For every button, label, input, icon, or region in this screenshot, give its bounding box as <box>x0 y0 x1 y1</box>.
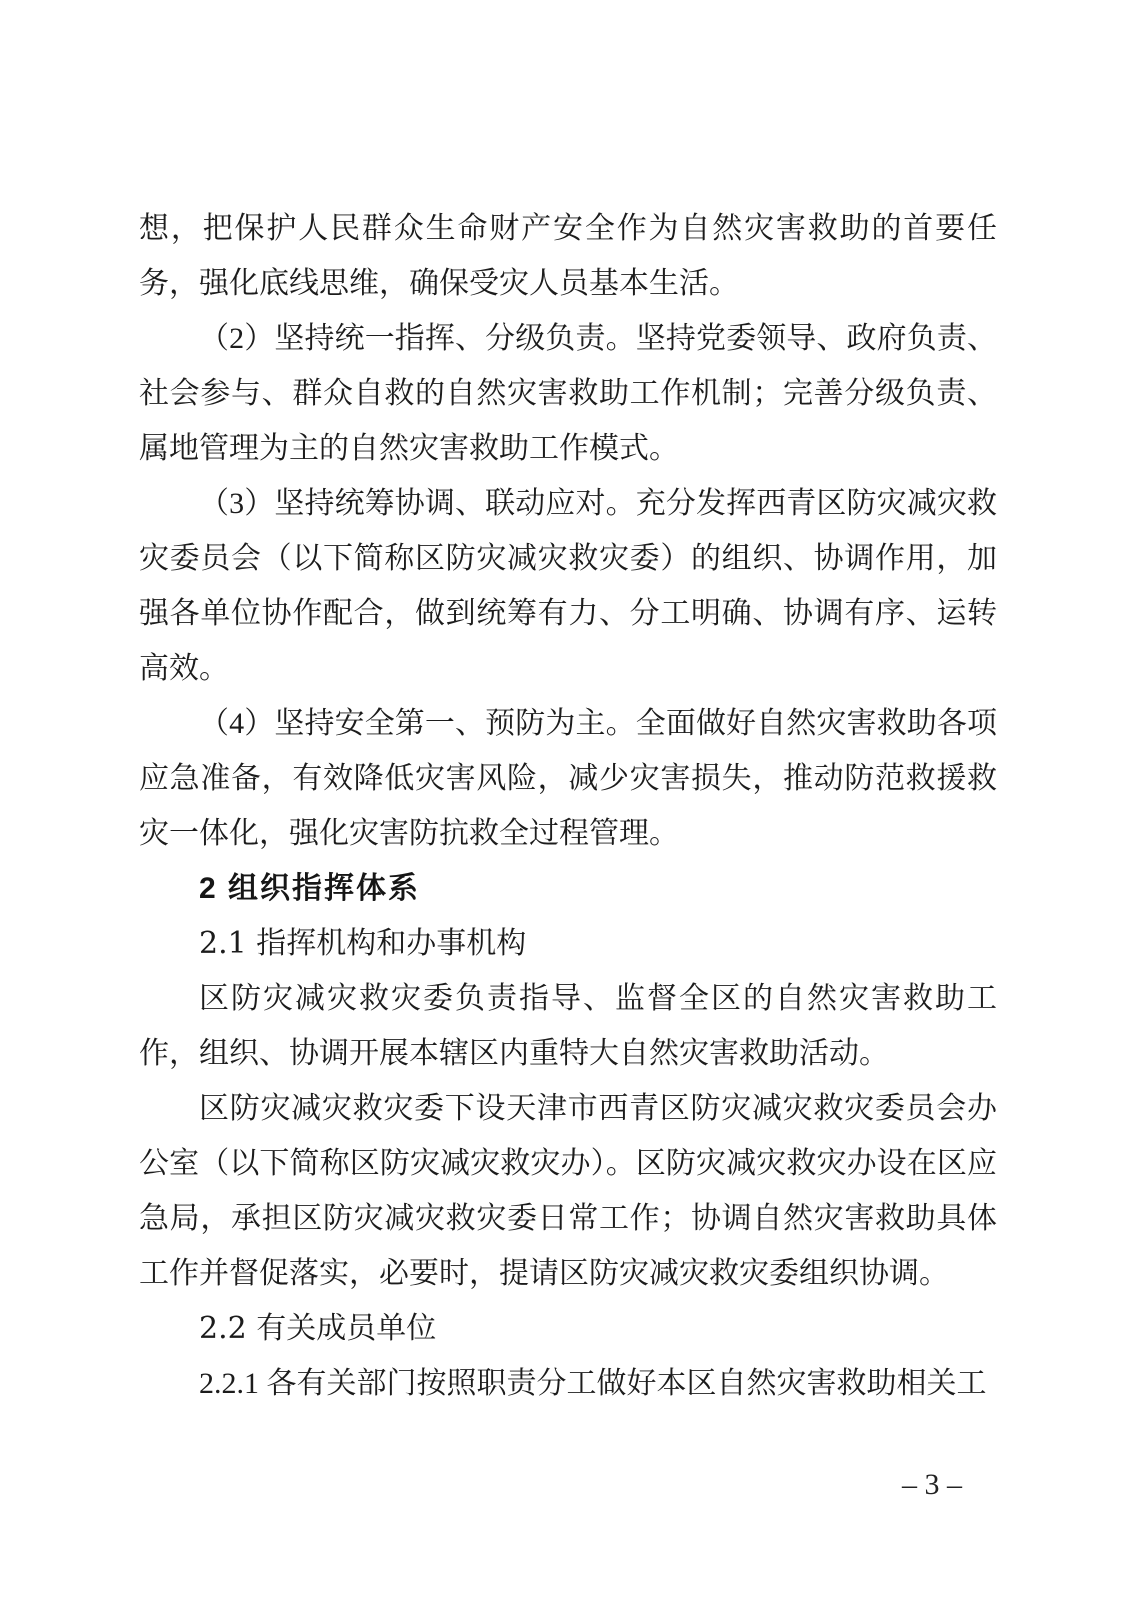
subsection-heading-2-1: 2.1 指挥机构和办事机构 <box>199 926 527 961</box>
document-body <box>139 201 997 1411</box>
paragraph-principle-3: （3）坚持统筹协调、联动应对。充分发挥西青区防灾减灾救灾委员会（以下简称区防灾减灾救灾委）的组织、协调作用，加强各单位协作配合，做到统筹有力、分工明确、协调有序、运转高效。 <box>139 487 997 685</box>
paragraph-principle-2: （2）坚持统一指挥、分级负责。坚持党委领导、政府负责、社会参与、群众自救的自然灾害救助工作机制；完善分级负责、属地管理为主的自然灾害救助工作模式。 <box>139 322 997 465</box>
paragraph-continuation: 想，把保护人民群众生命财产安全作为自然灾害救助的首要任务，强化底线思维，确保受灾人员基本生活。 <box>139 212 997 300</box>
paragraph-office-setup: 区防灾减灾救灾委下设天津市西青区防灾减灾救灾委员会办公室（以下简称区防灾减灾救灾办）。区防灾减灾救灾办设在区应急局，承担区防灾减灾救灾委日常工作；协调自然灾害救助具体工作并督促落实，必要时，提请区防灾减灾救灾委组织协调。 <box>139 1092 997 1290</box>
paragraph-principle-4: （4）坚持安全第一、预防为主。全面做好自然灾害救助各项应急准备，有效降低灾害风险，减少灾害损失，推动防范救援救灾一体化，强化灾害防抗救全过程管理。 <box>139 707 997 850</box>
paragraph-committee-duties: 区防灾减灾救灾委负责指导、监督全区的自然灾害救助工作，组织、协调开展本辖区内重特大自然灾害救助活动。 <box>139 982 997 1070</box>
page-number: – 3 – <box>902 1468 962 1501</box>
subsection-heading-2-2: 2.2 有关成员单位 <box>199 1311 437 1346</box>
paragraph-member-units: 2.2.1 各有关部门按照职责分工做好本区自然灾害救助相关工 <box>199 1367 987 1400</box>
section-heading-2: 2 组织指挥体系 <box>199 872 421 905</box>
